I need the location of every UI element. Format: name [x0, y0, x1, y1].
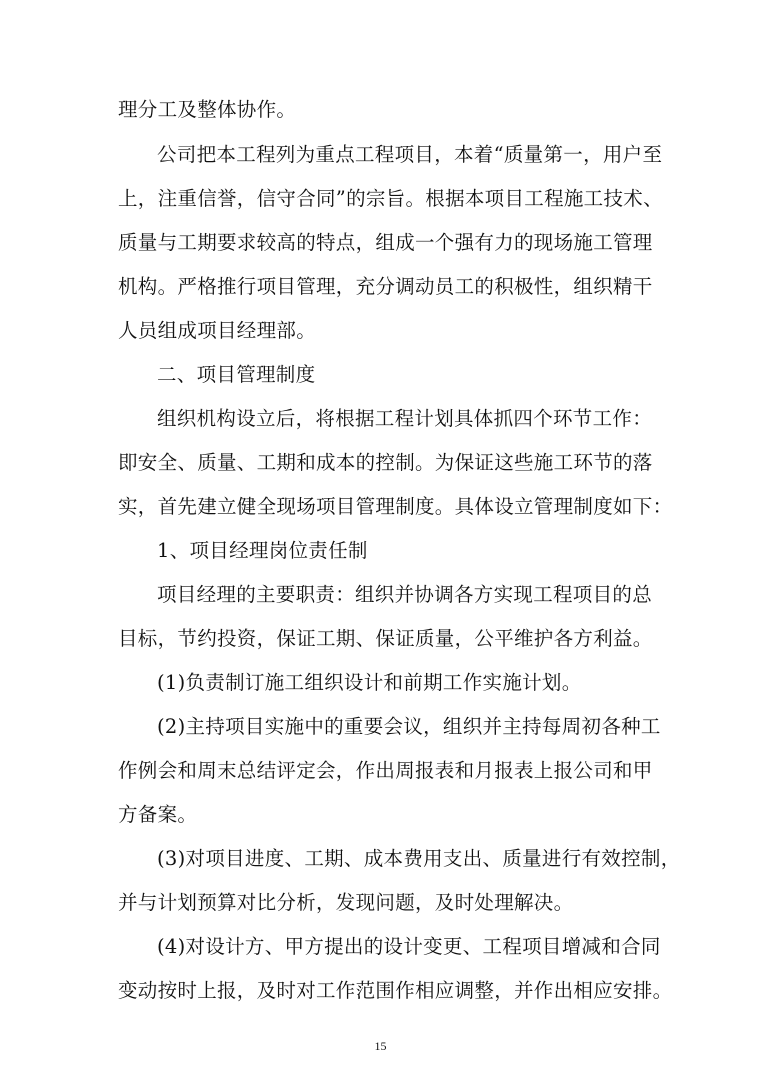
text-line: 质量与工期要求较高的特点，组成一个强有力的现场施工管理	[118, 231, 653, 254]
text-line: 人员组成项目经理部。	[118, 319, 317, 342]
text-line: 变动按时上报，及时对工作范围作相应调整，并作出相应安排。	[118, 979, 673, 1002]
text-line: 项目经理的主要职责：组织并协调各方实现工程项目的总	[157, 583, 653, 606]
text-line: 组织机构设立后，将根据工程计划具体抓四个环节工作：	[157, 407, 653, 430]
section-heading: 二、项目管理制度	[157, 363, 316, 386]
list-item: (3)对项目进度、工期、成本费用支出、质量进行有效控制，	[157, 847, 681, 870]
subsection-heading: 1、项目经理岗位责任制	[157, 539, 368, 562]
text-line: 机构。严格推行项目管理，充分调动员工的积极性，组织精干	[118, 275, 653, 298]
text-line: 实，首先建立健全现场项目管理制度。具体设立管理制度如下：	[118, 495, 673, 518]
text-line: 方备案。	[118, 803, 198, 826]
text-line: 理分工及整体协作。	[118, 98, 297, 121]
text-line: 上，注重信誉，信守合同”的宗旨。根据本项目工程施工技术、	[118, 187, 663, 210]
text-line: 并与计划预算对比分析，发现问题，及时处理解决。	[118, 891, 574, 914]
text-line: 目标，节约投资，保证工期、保证质量，公平维护各方利益。	[118, 627, 653, 650]
list-item: (4)对设计方、甲方提出的设计变更、工程项目增减和合同	[157, 935, 661, 958]
list-item: (1)负责制订施工组织设计和前期工作实施计划。	[157, 671, 582, 694]
text-line: 作例会和周末总结评定会，作出周报表和月报表上报公司和甲	[118, 759, 653, 782]
list-item: (2)主持项目实施中的重要会议，组织并主持每周初各种工	[157, 715, 661, 738]
page-number: 15	[374, 1039, 387, 1053]
text-line: 即安全、质量、工期和成本的控制。为保证这些施工环节的落	[118, 451, 653, 474]
text-line: 公司把本工程列为重点工程项目，本着“质量第一，用户至	[157, 143, 663, 166]
